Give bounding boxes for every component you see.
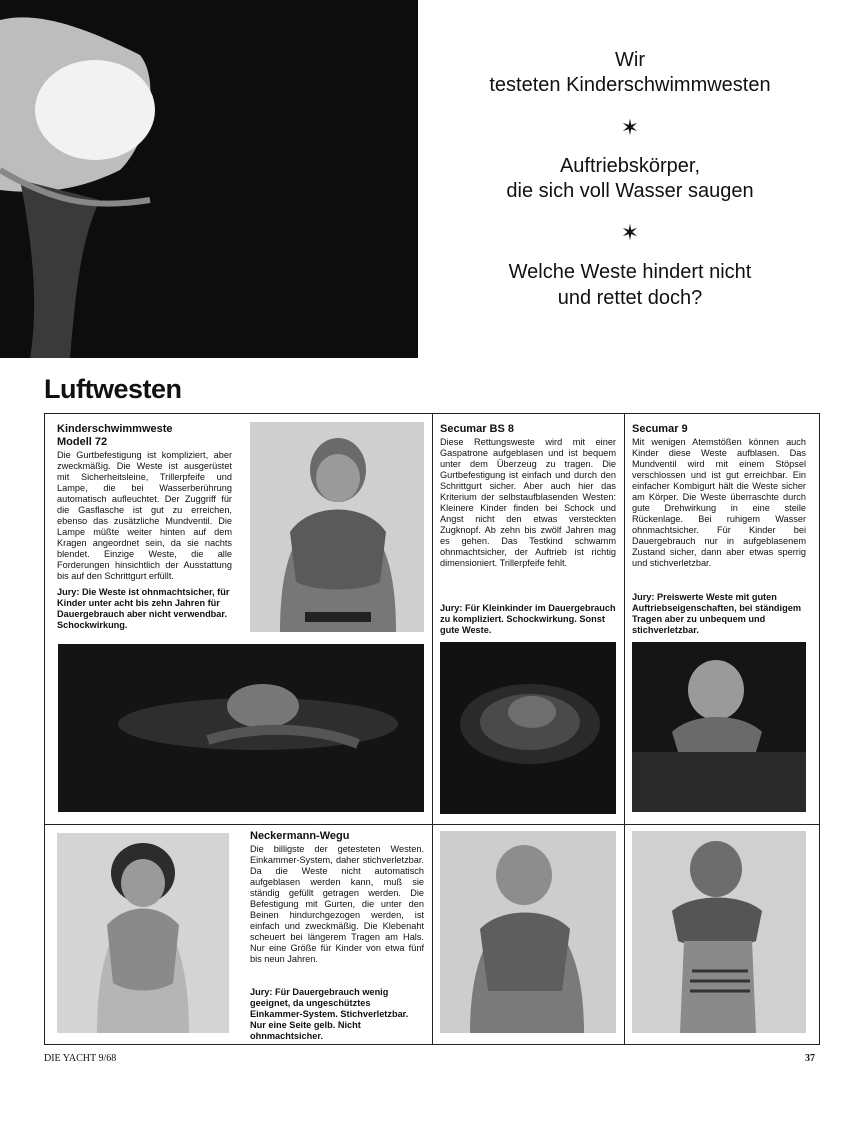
photo-boy-modell-72	[250, 422, 424, 632]
column-divider-2	[624, 413, 625, 1044]
item-4-name: Neckermann-Wegu	[250, 830, 350, 842]
item-3-name: Secumar 9	[632, 423, 688, 435]
photo-boy-secumar-9	[632, 831, 806, 1033]
headline-line1: Wir	[615, 49, 645, 71]
item-3-jury: Jury: Preiswerte Weste mit guten Auftriebseigenschaften, bei ständigem Tragen aber zu unbequem und stichverletzbar.	[632, 592, 801, 635]
headline-line3: Auftriebskörper,	[559, 155, 701, 177]
row-divider	[44, 824, 819, 825]
item-2-jury: Jury: Für Kleinkinder im Dauergebrauch zu kompliziert. Schockwirkung. Sonst gute Weste.	[440, 603, 616, 635]
headline-line2: testeten Kinderschwimmwesten	[489, 74, 771, 96]
item-4-jury: Jury: Für Dauergebrauch wenig geeignet, da ungeschütztes Einkammer-System. Stichverletzbar. Nur eine Seite gelb. Nicht ohnmachtsicher.	[250, 987, 409, 1041]
photo-boy-secumar-bs8	[440, 831, 616, 1033]
item-4-body: Die billigste der getesteten Westen. Einkammer-System, daher stichverletzbar. Da die Weste nicht automatisch aufgeblasen werden kann, muß sie ständig gefüllt getragen werden. Die Befestigung mit Gurten, die unter den Beinen hindurchgezogen werden, ist einfach und zweckmäßig. Die Klebenaht scheuert bei längerem Tragen am Hals. Nur eine Größe für Kinder von etwa fünf bis neun Jahren.	[250, 844, 424, 964]
photo-secumar-bs8-floating	[440, 642, 616, 814]
item-1-body: Die Gurtbefestigung ist kompliziert, aber zweckmäßig. Die Weste ist ausgerüstet mit Sicherheitsleine, Trillerpfeife und Lampe, die bei Wasserberührung automatisch aufleuchtet. Der Zuggriff für die Gasflasche ist gut zu erreichen, ebenso das zusätzliche Mundventil. Die Lampe müßte weiter hinten auf dem Kragen angeordnet sein, da sie nachts blendet. Einzige Weste, die alle Forderungen hinsichtlich der Ausstattung bis auf den Schrittgurt erfüllt.	[57, 450, 232, 581]
footer-page-number: 37	[805, 1053, 815, 1064]
headline-line6: und rettet doch?	[557, 287, 703, 309]
item-1-name-line2: Modell 72	[57, 436, 108, 448]
photo-secumar-9-floating	[632, 642, 806, 812]
footer-magazine: DIE YACHT 9/68	[44, 1053, 117, 1064]
item-2-name: Secumar BS 8	[440, 423, 514, 435]
photo-hands-wringing-float	[0, 0, 418, 358]
item-1-jury: Jury: Die Weste ist ohnmachtsicher, für Kinder unter acht bis zehn Jahren für Dauergebrauch aber nicht verwendbar. Schockwirkung.	[57, 587, 230, 630]
headline-line5: Welche Weste hindert nicht	[508, 261, 752, 283]
headline-line4: die sich voll Wasser saugen	[506, 180, 754, 202]
star-separator-2: ✶	[620, 220, 640, 245]
item-3-body: Mit wenigen Atemstößen können auch Kinder diese Weste aufblasen. Das Mundventil wird mit einem Stöpsel verschlossen und ist gut erreichbar. Ein einfacher Kombigurt hält die Weste sicher am Körper. Die Weste überraschte durch gute Drehwirkung in eine steile Rückenlage. Bei ruhigem Wasser ohnmachtsicher. Für Kinder bei Dauergebrauch nur in aufgeblasenem Zustand sicher, dann aber etwas sperrig und stichverletzbar.	[632, 437, 806, 568]
item-2-body: Diese Rettungsweste wird mit einer Gaspatrone aufgeblasen und ist bequem unter dem Überzeug zu tragen. Die Gurtbefestigung ist einfach und durch den Schrittgurt sicher. Aber auch hier das Kriterium der selbstaufblasenden Westen: Kleinere Kinder finden bei Schock und Angst nicht den etwas versteckten Zugknopf. Ab zehn bis zwölf Jahren mag es gehen. Das Testkind schwamm ohnmachtsicher, der Auftrieb ist richtig dimensioniert. Trillerpfeife fehlt.	[440, 437, 616, 568]
section-title: Luftwesten	[44, 374, 182, 404]
photo-modell-72-floating	[58, 644, 424, 812]
column-divider-1	[432, 413, 433, 1044]
photo-girl-neckermann	[57, 833, 229, 1033]
item-1-name-line1: Kinderschwimmweste	[57, 423, 173, 435]
star-separator-1: ✶	[620, 115, 640, 140]
